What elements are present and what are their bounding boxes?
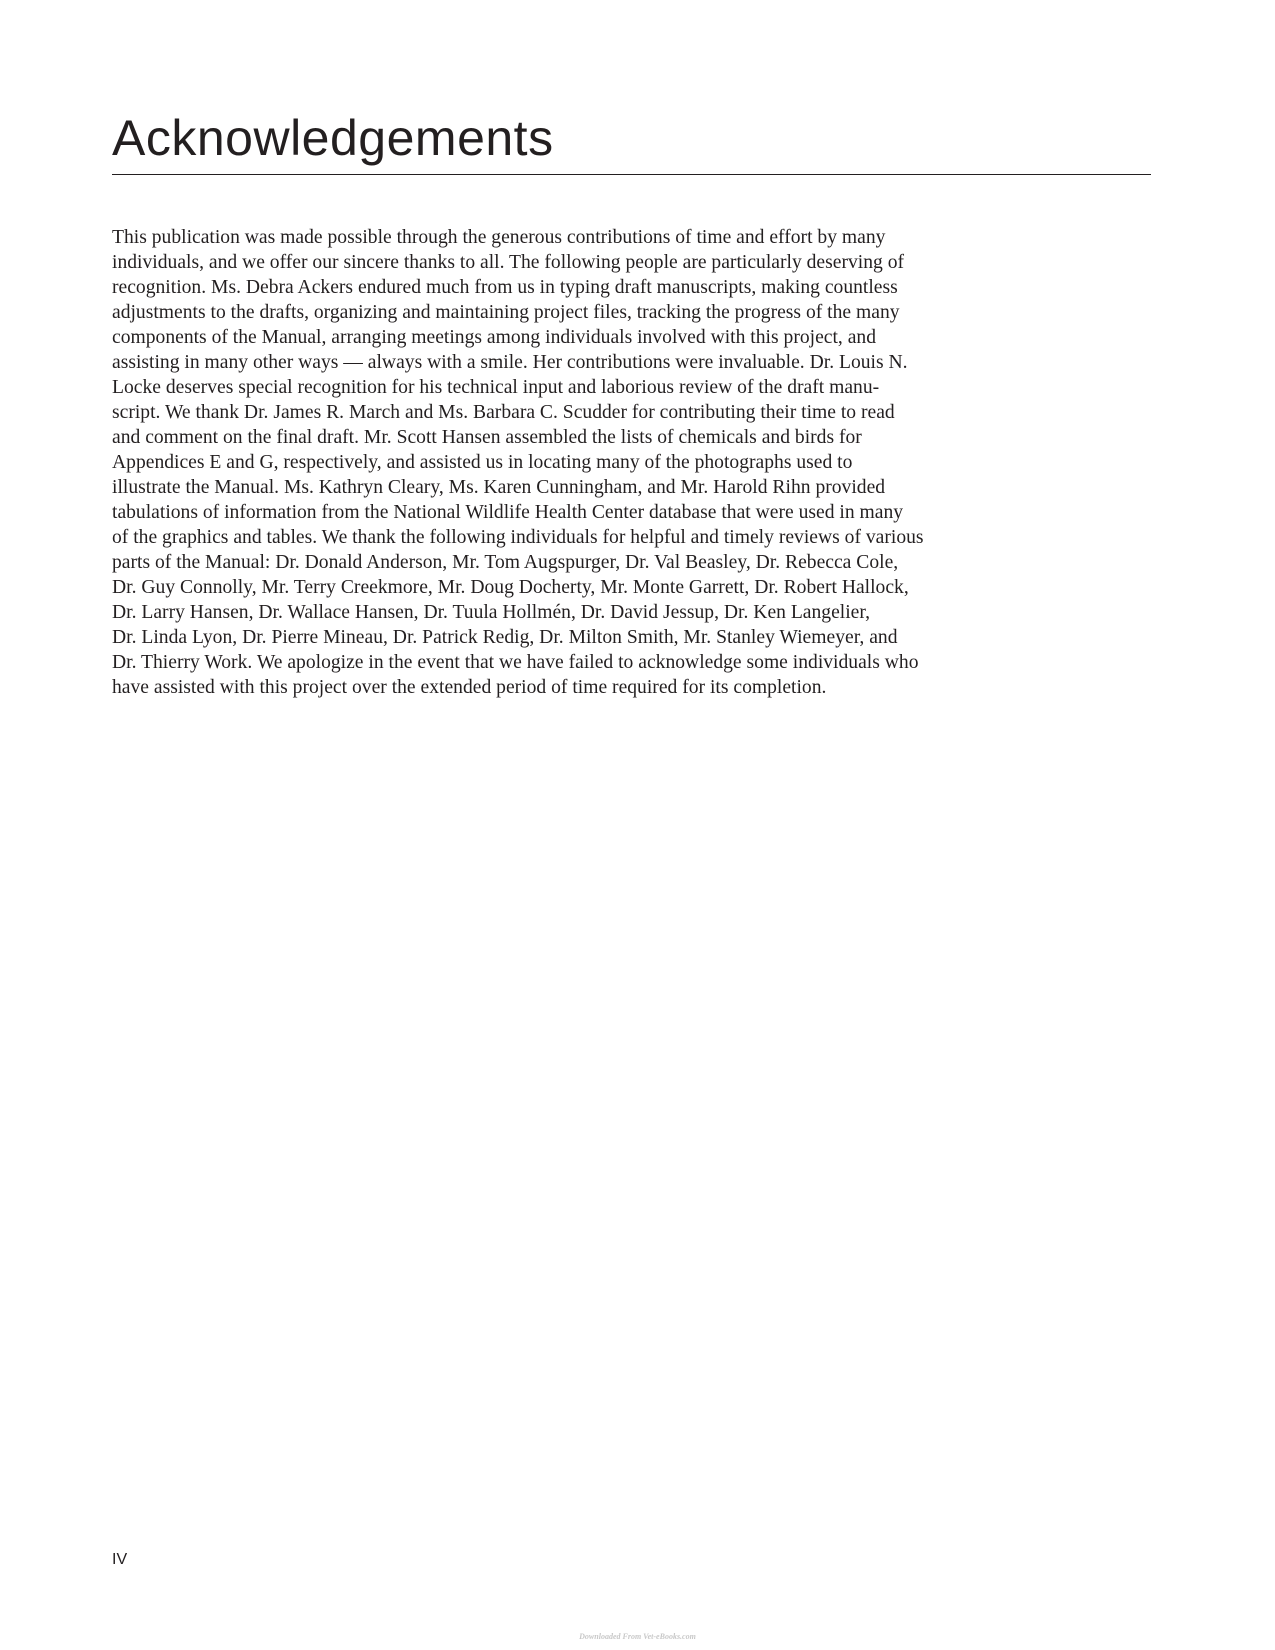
paragraph-line: Dr. Guy Connolly, Mr. Terry Creekmore, Mr. Doug Docherty, Mr. Monte Garrett, Dr. Robert Hallock, bbox=[112, 577, 909, 598]
paragraph-line: tabulations of information from the National Wildlife Health Center database that were used in many bbox=[112, 502, 904, 523]
page-title: Acknowledgements bbox=[112, 110, 554, 166]
paragraph-line: of the graphics and tables. We thank the following individuals for helpful and timely reviews of various bbox=[112, 527, 924, 548]
paragraph-line: Appendices E and G, respectively, and assisted us in locating many of the photographs used to bbox=[112, 452, 853, 473]
paragraph-line: and comment on the final draft. Mr. Scott Hansen assembled the lists of chemicals and birds for bbox=[112, 427, 862, 448]
paragraph-line: script. We thank Dr. James R. March and Ms. Barbara C. Scudder for contributing their time to read bbox=[112, 402, 895, 423]
paragraph-line: individuals, and we offer our sincere thanks to all. The following people are particularly deserving of bbox=[112, 252, 905, 273]
acknowledgements-paragraph bbox=[112, 225, 1012, 700]
paragraph-line: Dr. Thierry Work. We apologize in the event that we have failed to acknowledge some individuals who bbox=[112, 652, 919, 673]
paragraph-line: assisting in many other ways — always with a smile. Her contributions were invaluable. Dr. Louis N. bbox=[112, 352, 908, 373]
paragraph-line: Dr. Larry Hansen, Dr. Wallace Hansen, Dr. Tuula Hollmén, Dr. David Jessup, Dr. Ken Langelier, bbox=[112, 602, 871, 623]
download-watermark: Downloaded From Vet-eBooks.com bbox=[579, 1632, 696, 1641]
paragraph-line: recognition. Ms. Debra Ackers endured much from us in typing draft manuscripts, making countless bbox=[112, 277, 898, 298]
paragraph-line: components of the Manual, arranging meetings among individuals involved with this project, and bbox=[112, 327, 877, 348]
page-number: IV bbox=[112, 1551, 128, 1568]
paragraph-line: Locke deserves special recognition for his technical input and laborious review of the draft manu- bbox=[112, 377, 880, 398]
paragraph-line: illustrate the Manual. Ms. Kathryn Cleary, Ms. Karen Cunningham, and Mr. Harold Rihn provided bbox=[112, 477, 886, 498]
paragraph-line: adjustments to the drafts, organizing and maintaining project files, tracking the progress of the many bbox=[112, 302, 900, 323]
title-rule bbox=[112, 174, 1151, 175]
paragraph-line: parts of the Manual: Dr. Donald Anderson, Mr. Tom Augspurger, Dr. Val Beasley, Dr. Rebecca Cole, bbox=[112, 552, 899, 573]
paragraph-line: Dr. Linda Lyon, Dr. Pierre Mineau, Dr. Patrick Redig, Dr. Milton Smith, Mr. Stanley Wiemeyer, and bbox=[112, 627, 898, 648]
paragraph-line: have assisted with this project over the extended period of time required for its completion. bbox=[112, 677, 827, 698]
paragraph-line: This publication was made possible through the generous contributions of time and effort by many bbox=[112, 227, 886, 248]
